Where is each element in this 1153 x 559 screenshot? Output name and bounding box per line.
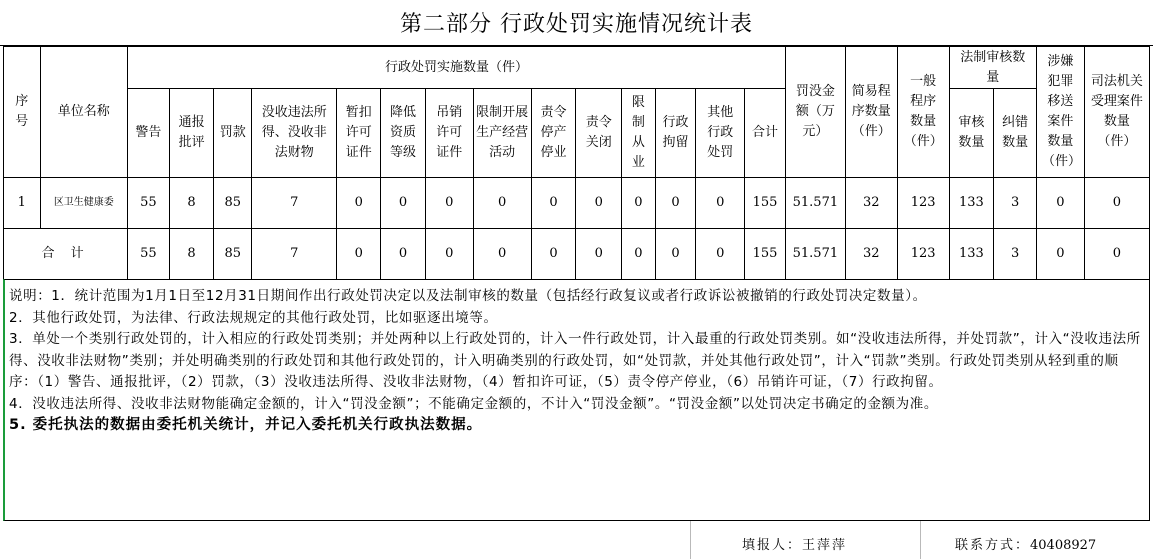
note-2: 2．其他行政处罚，为法律、行政法规规定的其他行政处罚，比如驱逐出境等。 xyxy=(9,309,498,326)
total-review: 133 xyxy=(949,229,994,280)
header-impl-group: 行政处罚实施数量（件） xyxy=(128,47,786,89)
header-suspend-license: 暂扣许可证件 xyxy=(337,89,381,178)
reporter-label: 填报人： xyxy=(742,538,803,553)
cell-criminal: 0 xyxy=(1037,178,1085,229)
cell-correct: 3 xyxy=(994,178,1037,229)
total-label: 合 计 xyxy=(4,229,128,280)
cell-restrict-practice: 0 xyxy=(622,178,656,229)
table-row xyxy=(4,178,1150,229)
total-stop-production: 0 xyxy=(531,229,576,280)
total-judicial: 0 xyxy=(1084,229,1149,280)
header-revoke-license: 吊销许可证件 xyxy=(425,89,473,178)
footer-divider xyxy=(690,521,691,559)
cell-fine-amount: 51.571 xyxy=(785,178,845,229)
cell-confiscate: 7 xyxy=(252,178,337,229)
header-criminal: 涉嫌犯罪移送案件数量（件） xyxy=(1037,47,1085,178)
cell-general-proc: 123 xyxy=(897,178,949,229)
total-simple-proc: 32 xyxy=(845,229,897,280)
cell-seq: 1 xyxy=(4,178,41,229)
header-confiscate: 没收违法所得、没收非法财物 xyxy=(252,89,337,178)
total-downgrade: 0 xyxy=(381,229,426,280)
page-title: 第二部分 行政处罚实施情况统计表 xyxy=(0,0,1153,46)
total-restrict: 0 xyxy=(473,229,531,280)
note-1: 说明：1．统计范围为1月1日至12月31日期间作出行政处罚决定以及法制审核的数量（包括经行政复议或者行政诉讼被撤销的行政处罚决定数量）。 xyxy=(9,288,927,304)
total-close: 0 xyxy=(576,229,622,280)
header-total: 合计 xyxy=(745,89,786,178)
header-legal-review-group: 法制审核数量 xyxy=(949,47,1036,89)
header-downgrade: 降低资质等级 xyxy=(381,89,426,178)
cell-unit: 区卫生健康委 xyxy=(40,178,127,229)
phone-label: 联系方式： xyxy=(955,538,1031,553)
total-total: 155 xyxy=(745,229,786,280)
total-criminal: 0 xyxy=(1037,229,1085,280)
total-other: 0 xyxy=(696,229,745,280)
notes-section xyxy=(3,279,1150,521)
header-fine-amount: 罚没金额（万元） xyxy=(785,47,845,178)
total-fine: 85 xyxy=(214,229,252,280)
header-review: 审核数量 xyxy=(949,89,994,178)
note-3: 3．单处一个类别行政处罚的，计入相应的行政处罚类别；并处两种以上行政处罚的，计入一件行政处罚，计入最重的行政处罚类别。如“没收违法所得，并处罚款”，计入“没收违法所得、没收非法财物”类别；并处明确类别的行政处罚和其他行政处罚的，计入明确类别的行政处罚，如“处罚款，并处其他行政处罚”，计入“罚款”类别。行政处罚类别从轻到重的顺序：（1）警告、通报批评，（2）罚款，（3）没收违法所得、没收非法财物，（4）暂扣许可证，（5）责令停产停业，（6）吊销许可证，（7）行政拘留。 xyxy=(9,331,1141,390)
cell-close: 0 xyxy=(576,178,622,229)
note-5: 5. 委托执法的数据由委托机关统计，并记入委托机关行政执法数据。 xyxy=(9,417,483,433)
header-fine: 罚款 xyxy=(214,89,252,178)
statistics-table xyxy=(3,46,1150,280)
cell-restrict: 0 xyxy=(473,178,531,229)
total-detention: 0 xyxy=(655,229,696,280)
header-warn: 警告 xyxy=(128,89,170,178)
total-warn: 55 xyxy=(128,229,170,280)
header-simple-proc: 简易程序数量（件） xyxy=(845,47,897,178)
total-notice: 8 xyxy=(169,229,214,280)
cell-revoke-license: 0 xyxy=(425,178,473,229)
cell-warn: 55 xyxy=(128,178,170,229)
reporter-name: 王萍萍 xyxy=(802,538,848,553)
header-correct: 纠错数量 xyxy=(994,89,1037,178)
header-restrict-practice: 限制从业 xyxy=(622,89,656,178)
cell-review: 133 xyxy=(949,178,994,229)
cell-simple-proc: 32 xyxy=(845,178,897,229)
cell-downgrade: 0 xyxy=(381,178,426,229)
header-notice: 通报批评 xyxy=(169,89,214,178)
reporter xyxy=(742,534,847,553)
header-seq: 序号 xyxy=(4,47,41,178)
footer xyxy=(0,521,1153,559)
header-unit: 单位名称 xyxy=(40,47,127,178)
header-other: 其他行政处罚 xyxy=(696,89,745,178)
total-correct: 3 xyxy=(994,229,1037,280)
cell-other: 0 xyxy=(696,178,745,229)
header-close: 责令关闭 xyxy=(576,89,622,178)
cell-detention: 0 xyxy=(655,178,696,229)
total-fine-amount: 51.571 xyxy=(785,229,845,280)
total-revoke-license: 0 xyxy=(425,229,473,280)
cell-suspend-license: 0 xyxy=(337,178,381,229)
cell-fine: 85 xyxy=(214,178,252,229)
note-4: 4．没收违法所得、没收非法财物能确定金额的，计入“罚没金额”；不能确定金额的，不计入“罚没金额”。“罚没金额”以处罚决定书确定的金额为准。 xyxy=(9,395,938,412)
total-confiscate: 7 xyxy=(252,229,337,280)
total-general-proc: 123 xyxy=(897,229,949,280)
cell-judicial: 0 xyxy=(1084,178,1149,229)
cell-notice: 8 xyxy=(169,178,214,229)
phone-number: 40408927 xyxy=(1030,538,1097,553)
contact xyxy=(955,534,1096,553)
header-detention: 行政拘留 xyxy=(655,89,696,178)
total-row xyxy=(4,229,1150,280)
header-restrict: 限制开展生产经营活动 xyxy=(473,89,531,178)
cell-stop-production: 0 xyxy=(531,178,576,229)
header-general-proc: 一般程序数量（件） xyxy=(897,47,949,178)
cell-total: 155 xyxy=(745,178,786,229)
footer-divider xyxy=(920,521,921,559)
header-judicial: 司法机关受理案件数量（件） xyxy=(1084,47,1149,178)
total-suspend-license: 0 xyxy=(337,229,381,280)
total-restrict-practice: 0 xyxy=(622,229,656,280)
header-stop-production: 责令停产停业 xyxy=(531,89,576,178)
